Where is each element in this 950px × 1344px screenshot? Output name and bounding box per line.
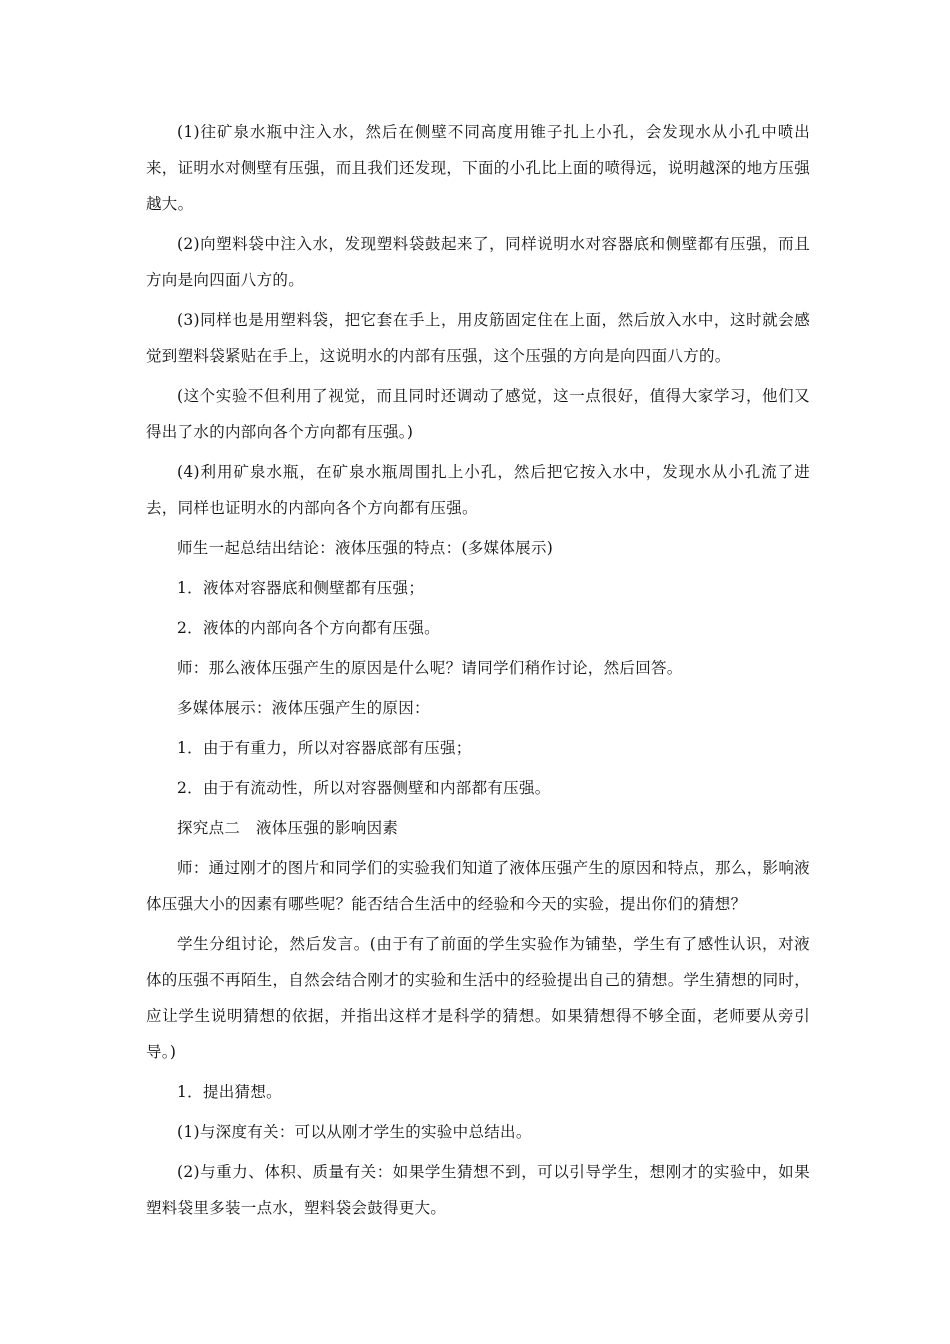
paragraph-experiment-3: (3)同样也是用塑料袋，把它套在手上，用皮筋固定住在上面，然后放入水中，这时就会感觉到塑料袋紧贴在手上，这说明水的内部有压强，这个压强的方向是向四面八方的。	[146, 311, 810, 365]
paragraph-conclusion-heading: 师生一起总结出结论：液体压强的特点：(多媒体展示)	[177, 539, 554, 557]
paragraph-experiment-1: (1)往矿泉水瓶中注入水，然后在侧壁不同高度用锥子扎上小孔，会发现水从小孔中喷出来，证明水对侧壁有压强，而且我们还发现，下面的小孔比上面的喷得远，说明越深的地方压强越大。	[146, 123, 810, 213]
list-item-hypothesis-heading: 1．提出猜想。	[177, 1083, 282, 1101]
paragraph-experiment-4: (4)利用矿泉水瓶，在矿泉水瓶周围扎上小孔，然后把它按入水中，发现水从小孔流了进去，同样也证明水的内部向各个方向都有压强。	[146, 463, 810, 517]
list-item-feature-1: 1．液体对容器底和侧壁都有压强；	[177, 579, 425, 597]
list-item-hypothesis-1: (1)与深度有关：可以从刚才学生的实验中总结出。	[177, 1123, 532, 1141]
list-item-cause-2: 2．由于有流动性，所以对容器侧壁和内部都有压强。	[177, 779, 551, 797]
list-item-feature-2: 2．液体的内部向各个方向都有压强。	[177, 619, 440, 637]
paragraph-teacher-prompt: 师：通过刚才的图片和同学们的实验我们知道了液体压强产生的原因和特点，那么，影响液体压强大小的因素有哪些呢？能否结合生活中的经验和今天的实验，提出你们的猜想？	[146, 859, 810, 913]
paragraph-teacher-question: 师：那么液体压强产生的原因是什么呢？请同学们稍作讨论，然后回答。	[177, 659, 683, 677]
list-item-hypothesis-2: (2)与重力、体积、质量有关：如果学生猜想不到，可以引导学生，想刚才的实验中，如果塑料袋里多装一点水，塑料袋会鼓得更大。	[146, 1163, 810, 1217]
list-item-cause-1: 1．由于有重力，所以对容器底部有压强；	[177, 739, 472, 757]
paragraph-student-discussion: 学生分组讨论，然后发言。(由于有了前面的学生实验作为铺垫，学生有了感性认识，对液体的压强不再陌生，自然会结合刚才的实验和生活中的经验提出自己的猜想。学生猜想的同时，应让学生说明猜想的依据，并指出这样才是科学的猜想。如果猜想得不够全面，老师要从旁引导。)	[146, 935, 810, 1061]
document-body	[146, 114, 810, 1230]
paragraph-experiment-2: (2)向塑料袋中注入水，发现塑料袋鼓起来了，同样说明水对容器底和侧壁都有压强，而且方向是向四面八方的。	[146, 235, 810, 289]
section-heading-inquiry-2: 探究点二 液体压强的影响因素	[177, 819, 399, 837]
paragraph-teacher-comment: (这个实验不但利用了视觉，而且同时还调动了感觉，这一点很好，值得大家学习，他们又得出了水的内部向各个方向都有压强。)	[146, 387, 810, 441]
paragraph-cause-heading: 多媒体展示：液体压强产生的原因：	[177, 699, 430, 717]
